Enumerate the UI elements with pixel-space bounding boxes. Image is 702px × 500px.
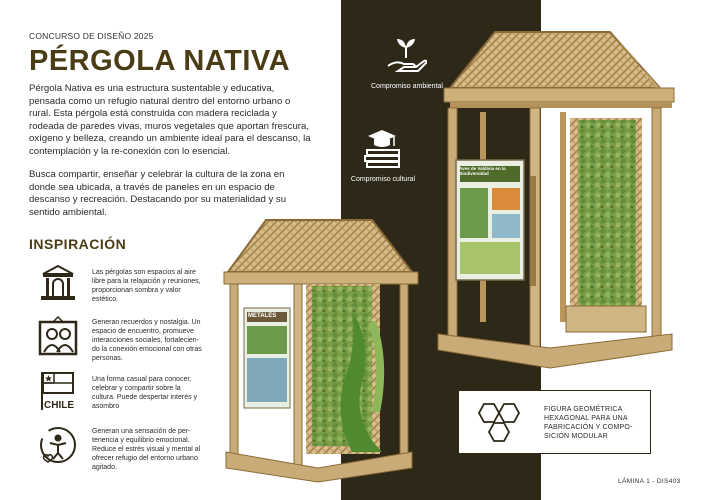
contest-label: CONCURSO DE DISEÑO 2025 bbox=[29, 31, 154, 41]
description-paragraph-1: Pérgola Nativa es una estructura sustentable y educativa, pensada como un refugio natural dentro del entorno urbano o rural. Esta pérgola está construida con madera reciclada y rodeada de paredes vivas, muros vegetales que aportan frescura, oxígeno y belleza, creando un ambiente ideal para el descanso, la contemplación y la re-conexión con lo esencial. bbox=[29, 83, 311, 157]
large-panel-title: Aves de Valdivia en la Biodiversidad bbox=[459, 166, 506, 176]
small-pergola-illustration bbox=[222, 212, 420, 484]
wellbeing-icon bbox=[37, 424, 79, 466]
family-portrait-icon bbox=[37, 316, 79, 358]
inspiration-text-4: Generan una sensación de per-tenencia y equilibrio emocional. Reduce el estrés visual y mental al ofrecer refugio del entorno urbano agitado. bbox=[92, 428, 201, 471]
small-panel-title: METALES bbox=[248, 313, 277, 319]
books-graduation-icon bbox=[362, 126, 404, 162]
inspiration-text-3: Una forma casual para conocer, celebrar y compartir sobre la cultura. Puede despertar interés y asombro bbox=[92, 376, 198, 410]
description-paragraph-2: Busca compartir, enseñar y celebrar la cultura de la zona en donde sea ubicada, a través de paneles en un espacio de descanso y recreación. Destacando por su materialidad y su sentido ambiental. bbox=[29, 169, 287, 218]
modular-description: FIGURA GEOMÉTRICA HEXAGONAL PARA UNA FABRICACIÓN Y COMPO-SICIÓN MODULAR bbox=[544, 406, 633, 440]
pavilion-icon bbox=[37, 262, 79, 304]
commitment-cultural-label: Compromiso cultural bbox=[350, 176, 416, 183]
hexagons-icon bbox=[470, 400, 530, 446]
inspiration-text-1: Las pérgolas son espacios al aire libre para la relajación y reuniones, proporcionan sombra y valor estético. bbox=[92, 269, 201, 303]
commitment-environmental-label: Compromiso ambiental bbox=[371, 83, 443, 90]
page-title: PÉRGOLA NATIVA bbox=[29, 45, 291, 77]
inspiration-title: INSPIRACIÓN bbox=[29, 236, 127, 252]
large-pergola-illustration bbox=[420, 28, 682, 374]
inspiration-text-2: Generan recuerdos y nostalgia. Un espacio de encuentro, promueve interacciones sociales, fortalecien-do la conexión emocional con otras personas. bbox=[92, 319, 202, 362]
sheet-number: LÁMINA 1 - DIS403 bbox=[618, 478, 681, 485]
chile-flag-label: CHILE bbox=[44, 400, 74, 411]
